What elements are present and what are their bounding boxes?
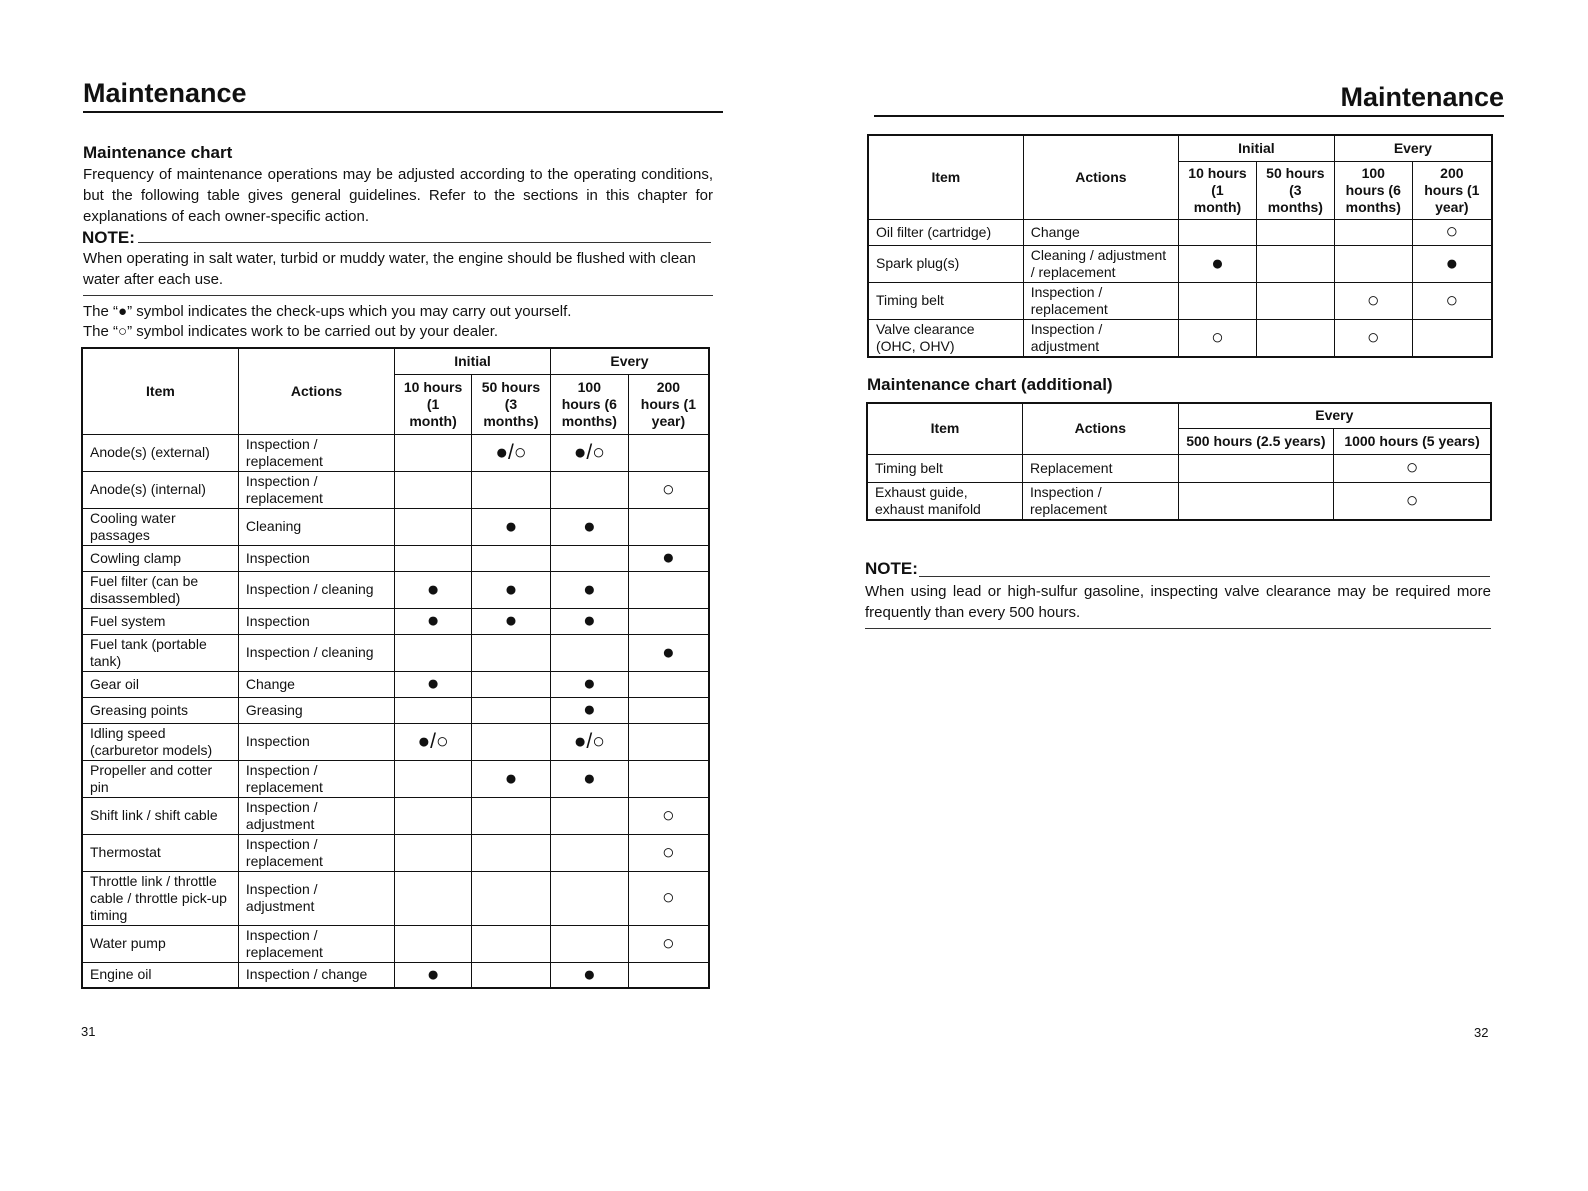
additional-chart-title: Maintenance chart (additional) <box>867 375 1113 394</box>
interval-mark-cell: ● <box>1179 245 1257 282</box>
interval-mark-cell: ● <box>395 962 472 988</box>
interval-mark-cell <box>1178 482 1333 520</box>
header-actions: Actions <box>1022 403 1178 454</box>
table-row <box>82 634 709 671</box>
item-cell: Anode(s) (internal) <box>82 471 238 508</box>
header-actions: Actions <box>1023 135 1178 219</box>
interval-mark-cell <box>395 545 472 571</box>
item-cell: Exhaust guide, exhaust manifold <box>867 482 1022 520</box>
item-cell: Thermostat <box>82 834 238 871</box>
interval-mark-cell <box>628 962 709 988</box>
table-row <box>867 454 1491 482</box>
interval-mark-cell: ● <box>550 697 628 723</box>
divider <box>865 628 1491 629</box>
action-cell: Change <box>238 671 394 697</box>
interval-mark-cell <box>1179 219 1257 245</box>
additional-chart <box>866 402 1492 521</box>
interval-mark-cell <box>1256 319 1334 357</box>
item-cell: Gear oil <box>82 671 238 697</box>
divider <box>83 295 713 296</box>
interval-mark-cell: ●/○ <box>550 723 628 760</box>
action-cell: Inspection / cleaning <box>238 571 394 608</box>
header-item: Item <box>868 135 1023 219</box>
item-cell: Propeller and cotter pin <box>82 760 238 797</box>
interval-mark-cell <box>550 871 628 925</box>
item-cell: Timing belt <box>868 282 1023 319</box>
interval-mark-cell: ● <box>395 671 472 697</box>
header-100-hours: 100 hours (6 months) <box>550 374 628 434</box>
interval-mark-cell <box>628 508 709 545</box>
interval-mark-cell <box>471 797 550 834</box>
interval-mark-cell: ○ <box>628 834 709 871</box>
page-number: 32 <box>1474 1025 1489 1040</box>
table-row <box>82 434 709 471</box>
interval-mark-cell: ● <box>628 634 709 671</box>
item-cell: Spark plug(s) <box>868 245 1023 282</box>
item-cell: Engine oil <box>82 962 238 988</box>
interval-mark-cell: ● <box>395 608 472 634</box>
interval-mark-cell: ● <box>471 760 550 797</box>
table-row <box>867 482 1491 520</box>
interval-mark-cell <box>395 834 472 871</box>
action-cell: Inspection / cleaning <box>238 634 394 671</box>
interval-mark-cell <box>395 434 472 471</box>
action-cell: Cleaning / adjustment / replacement <box>1023 245 1178 282</box>
table-row <box>868 282 1492 319</box>
item-cell: Cowling clamp <box>82 545 238 571</box>
interval-mark-cell <box>471 834 550 871</box>
interval-mark-cell: ● <box>550 608 628 634</box>
interval-mark-cell: ○ <box>1334 282 1412 319</box>
item-cell: Fuel system <box>82 608 238 634</box>
note-text: When using lead or high-sulfur gasoline, inspecting valve clearance may be required more frequently than every 500 hours. <box>865 583 1491 621</box>
interval-mark-cell <box>471 671 550 697</box>
interval-mark-cell <box>471 925 550 962</box>
interval-mark-cell <box>395 760 472 797</box>
item-cell: Water pump <box>82 925 238 962</box>
section-title: Maintenance chart <box>83 143 233 162</box>
header-item: Item <box>82 348 238 434</box>
header-200-hours: 200 hours (1 year) <box>1412 161 1492 219</box>
interval-mark-cell <box>395 634 472 671</box>
header-200-hours: 200 hours (1 year) <box>628 374 709 434</box>
maintenance-chart-right <box>867 134 1493 358</box>
interval-mark-cell <box>1256 282 1334 319</box>
item-cell: Oil filter (cartridge) <box>868 219 1023 245</box>
item-cell: Cooling water passages <box>82 508 238 545</box>
action-cell: Inspection / replacement <box>1023 282 1178 319</box>
interval-mark-cell <box>550 545 628 571</box>
interval-mark-cell <box>395 797 472 834</box>
interval-mark-cell <box>550 834 628 871</box>
header-initial: Initial <box>1179 135 1335 161</box>
note-label: NOTE: <box>865 559 918 578</box>
table-row <box>82 871 709 925</box>
action-cell: Replacement <box>1022 454 1178 482</box>
header-every: Every <box>1178 403 1491 428</box>
table-row <box>82 925 709 962</box>
interval-mark-cell <box>628 671 709 697</box>
interval-mark-cell <box>1334 245 1412 282</box>
interval-mark-cell: ○ <box>628 797 709 834</box>
item-cell: Anode(s) (external) <box>82 434 238 471</box>
table-row <box>82 608 709 634</box>
interval-mark-cell <box>471 634 550 671</box>
item-cell: Shift link / shift cable <box>82 797 238 834</box>
header-every: Every <box>1334 135 1492 161</box>
header-every: Every <box>550 348 709 374</box>
interval-mark-cell: ●/○ <box>471 434 550 471</box>
interval-mark-cell: ○ <box>1412 282 1492 319</box>
table-row <box>82 760 709 797</box>
table-row <box>82 797 709 834</box>
table-row <box>82 571 709 608</box>
interval-mark-cell <box>1178 454 1333 482</box>
item-cell: Valve clearance (OHC, OHV) <box>868 319 1023 357</box>
action-cell: Cleaning <box>238 508 394 545</box>
interval-mark-cell: ● <box>550 962 628 988</box>
interval-mark-cell <box>550 634 628 671</box>
action-cell: Inspection / replacement <box>1022 482 1178 520</box>
maintenance-chart-left <box>81 347 710 989</box>
interval-mark-cell: ● <box>471 608 550 634</box>
table-row <box>82 697 709 723</box>
action-cell: Inspection / adjustment <box>238 871 394 925</box>
table-row <box>868 245 1492 282</box>
note-label: NOTE: <box>82 228 135 247</box>
interval-mark-cell: ● <box>550 671 628 697</box>
action-cell: Inspection / adjustment <box>238 797 394 834</box>
page-title: Maintenance <box>83 78 723 113</box>
header-500-hours: 500 hours (2.5 years) <box>1178 428 1333 454</box>
table-row <box>82 834 709 871</box>
header-actions: Actions <box>238 348 394 434</box>
legend-dealer: The “○” symbol indicates work to be carried out by your dealer. <box>83 323 499 340</box>
interval-mark-cell: ● <box>1412 245 1492 282</box>
page-number: 31 <box>81 1024 96 1039</box>
interval-mark-cell: ○ <box>1179 319 1257 357</box>
interval-mark-cell: ○ <box>628 871 709 925</box>
interval-mark-cell: ● <box>471 508 550 545</box>
action-cell: Greasing <box>238 697 394 723</box>
interval-mark-cell <box>395 925 472 962</box>
action-cell: Inspection / replacement <box>238 434 394 471</box>
interval-mark-cell: ○ <box>1334 482 1491 520</box>
header-item: Item <box>867 403 1022 454</box>
interval-mark-cell <box>1412 319 1492 357</box>
table-row <box>82 508 709 545</box>
interval-mark-cell <box>628 697 709 723</box>
interval-mark-cell <box>395 471 472 508</box>
interval-mark-cell <box>471 471 550 508</box>
interval-mark-cell <box>550 797 628 834</box>
table-row <box>82 723 709 760</box>
interval-mark-cell <box>395 697 472 723</box>
action-cell: Inspection / replacement <box>238 760 394 797</box>
interval-mark-cell <box>550 925 628 962</box>
table-row <box>868 319 1492 357</box>
header-initial: Initial <box>395 348 551 374</box>
header-50-hours: 50 hours (3 months) <box>471 374 550 434</box>
interval-mark-cell: ○ <box>1334 454 1491 482</box>
note-rule <box>138 242 711 243</box>
item-cell: Fuel filter (can be disassembled) <box>82 571 238 608</box>
legend-self: The “●” symbol indicates the check-ups which you may carry out yourself. <box>83 303 572 320</box>
table-row <box>868 219 1492 245</box>
action-cell: Change <box>1023 219 1178 245</box>
interval-mark-cell <box>628 571 709 608</box>
interval-mark-cell <box>395 871 472 925</box>
action-cell: Inspection / replacement <box>238 471 394 508</box>
action-cell: Inspection / replacement <box>238 925 394 962</box>
header-10-hours: 10 hours (1 month) <box>395 374 472 434</box>
header-50-hours: 50 hours (3 months) <box>1256 161 1334 219</box>
interval-mark-cell <box>628 760 709 797</box>
note-text: When operating in salt water, turbid or muddy water, the engine should be flushed with clean water after each use. <box>83 250 696 288</box>
item-cell: Greasing points <box>82 697 238 723</box>
interval-mark-cell <box>471 697 550 723</box>
interval-mark-cell <box>628 608 709 634</box>
action-cell: Inspection <box>238 723 394 760</box>
page-title: Maintenance <box>874 82 1504 117</box>
table-row <box>82 671 709 697</box>
interval-mark-cell <box>1256 219 1334 245</box>
interval-mark-cell <box>471 723 550 760</box>
interval-mark-cell <box>395 508 472 545</box>
item-cell: Idling speed (carburetor models) <box>82 723 238 760</box>
interval-mark-cell <box>550 471 628 508</box>
interval-mark-cell: ● <box>628 545 709 571</box>
interval-mark-cell <box>628 434 709 471</box>
interval-mark-cell: ○ <box>628 471 709 508</box>
interval-mark-cell: ● <box>550 508 628 545</box>
table-row <box>82 962 709 988</box>
interval-mark-cell: ○ <box>628 925 709 962</box>
interval-mark-cell <box>628 723 709 760</box>
action-cell: Inspection / change <box>238 962 394 988</box>
action-cell: Inspection <box>238 608 394 634</box>
interval-mark-cell: ○ <box>1412 219 1492 245</box>
note-rule <box>919 576 1490 577</box>
action-cell: Inspection / replacement <box>238 834 394 871</box>
intro-paragraph: Frequency of maintenance operations may be adjusted according to the operating conditions, but the following table gives general guidelines. Refer to the sections in this chapter for explanations of each owner-specific action. <box>83 166 713 225</box>
interval-mark-cell: ● <box>550 760 628 797</box>
interval-mark-cell <box>471 871 550 925</box>
item-cell: Fuel tank (portable tank) <box>82 634 238 671</box>
interval-mark-cell: ●/○ <box>550 434 628 471</box>
action-cell: Inspection / adjustment <box>1023 319 1178 357</box>
interval-mark-cell: ●/○ <box>395 723 472 760</box>
interval-mark-cell <box>1179 282 1257 319</box>
table-row <box>82 545 709 571</box>
right-page <box>794 0 1588 1191</box>
interval-mark-cell: ● <box>550 571 628 608</box>
interval-mark-cell <box>1256 245 1334 282</box>
interval-mark-cell <box>471 962 550 988</box>
interval-mark-cell <box>1334 219 1412 245</box>
item-cell: Throttle link / throttle cable / throttle pick-up timing <box>82 871 238 925</box>
interval-mark-cell: ● <box>395 571 472 608</box>
header-10-hours: 10 hours (1 month) <box>1179 161 1257 219</box>
item-cell: Timing belt <box>867 454 1022 482</box>
header-100-hours: 100 hours (6 months) <box>1334 161 1412 219</box>
interval-mark-cell: ○ <box>1334 319 1412 357</box>
interval-mark-cell: ● <box>471 571 550 608</box>
action-cell: Inspection <box>238 545 394 571</box>
table-row <box>82 471 709 508</box>
interval-mark-cell <box>471 545 550 571</box>
header-1000-hours: 1000 hours (5 years) <box>1334 428 1491 454</box>
